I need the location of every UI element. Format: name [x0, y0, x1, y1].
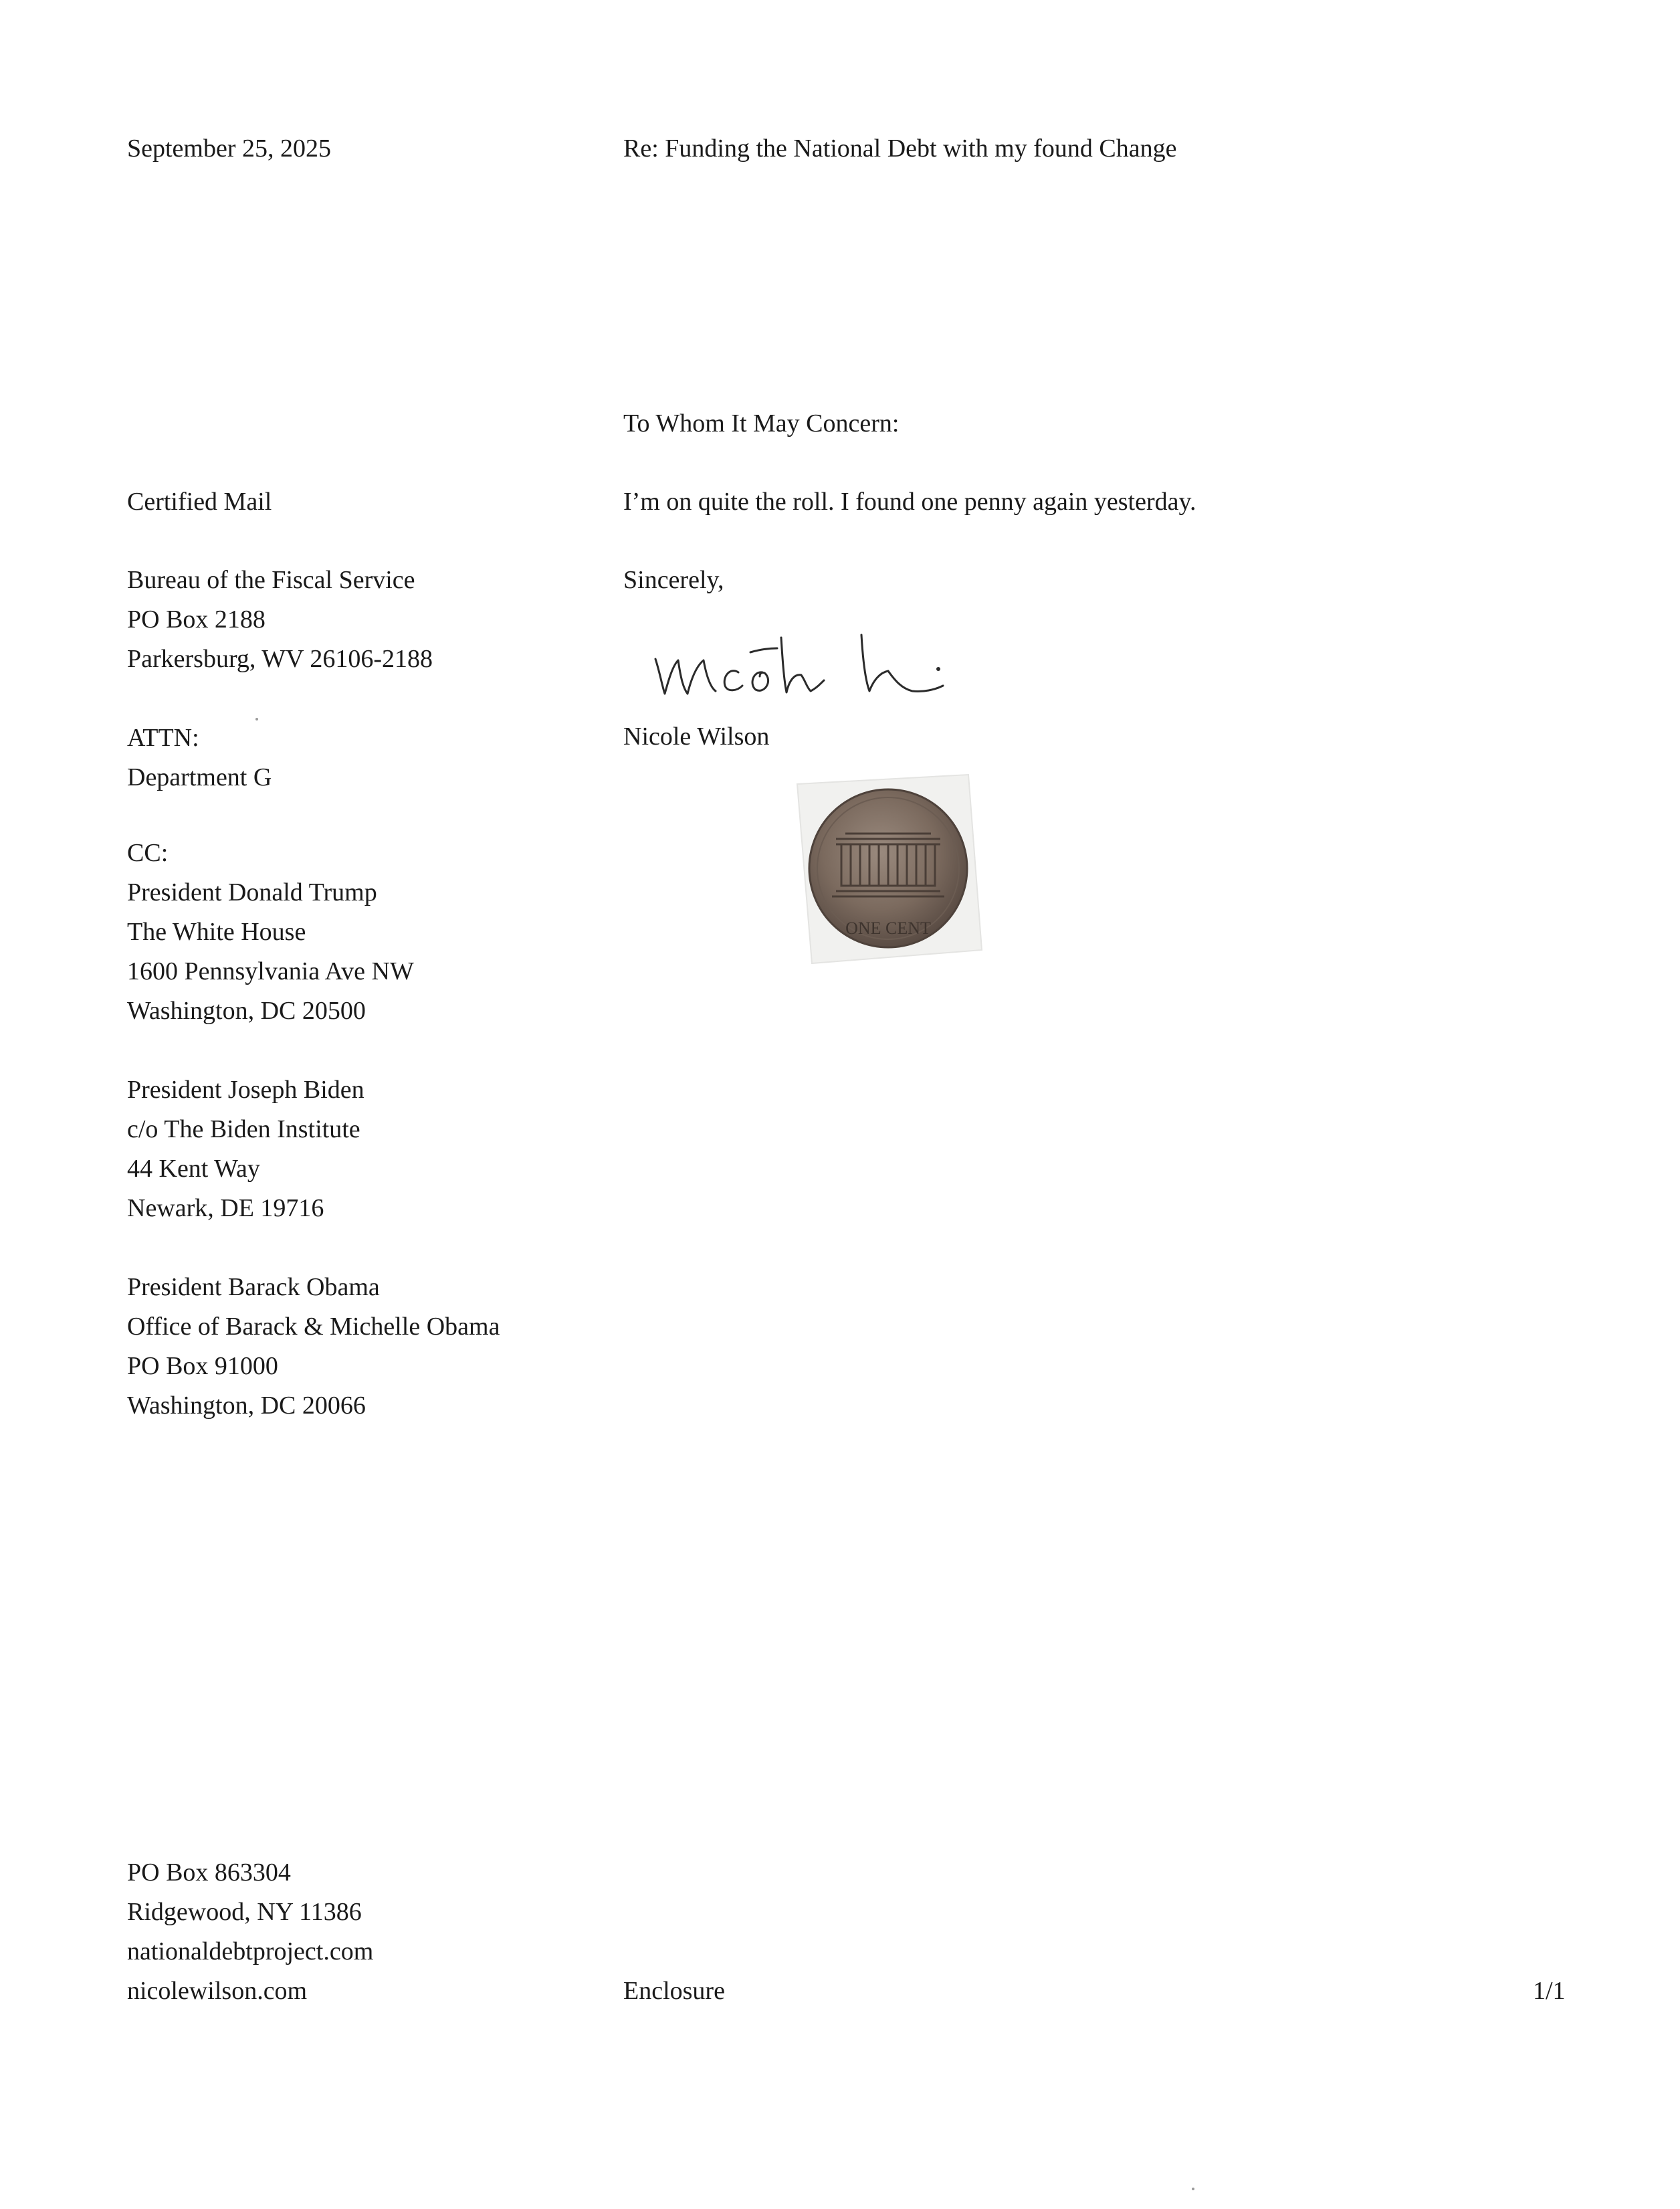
handwritten-signature [649, 619, 996, 712]
taped-penny-image [789, 769, 990, 970]
cc-address-line: 44 Kent Way [127, 1155, 260, 1183]
cc-address-line: Washington, DC 20500 [127, 997, 366, 1025]
enclosure-note: Enclosure [623, 1977, 725, 2005]
sender-line: nationaldebtproject.com [127, 1937, 374, 1965]
cc-address-line: The White House [127, 918, 306, 946]
closing: Sincerely, [623, 566, 724, 594]
cc-address-line: c/o The Biden Institute [127, 1115, 360, 1143]
cc-address-line: President Barack Obama [127, 1273, 380, 1301]
delivery-method: Certified Mail [127, 488, 272, 516]
cc-label: CC: [127, 839, 169, 867]
salutation: To Whom It May Concern: [623, 409, 900, 438]
scan-speck [255, 718, 258, 721]
cc-address-line: PO Box 91000 [127, 1352, 278, 1380]
cc-address-line: President Donald Trump [127, 878, 377, 906]
sender-line: Ridgewood, NY 11386 [127, 1898, 362, 1926]
attn-label: ATTN: [127, 724, 199, 752]
sender-address [127, 1853, 373, 2011]
cc-address-line: Office of Barack & Michelle Obama [127, 1313, 500, 1341]
coin-legend: ONE CENT [845, 919, 931, 938]
letter-subject: Re: Funding the National Debt with my found Change [623, 134, 1177, 163]
recipient-address [127, 561, 433, 797]
attn-value: Department G [127, 763, 272, 791]
recipient-line: Bureau of the Fiscal Service [127, 566, 415, 594]
signer-name: Nicole Wilson [623, 723, 770, 751]
scan-speck [1192, 2188, 1194, 2190]
cc-address-line: 1600 Pennsylvania Ave NW [127, 957, 414, 985]
letter-date: September 25, 2025 [127, 134, 332, 163]
cc-address-line: Newark, DE 19716 [127, 1194, 324, 1222]
sender-line: nicolewilson.com [127, 1977, 308, 2005]
sender-line: PO Box 863304 [127, 1858, 291, 1887]
page-number: 1/1 [1533, 1977, 1566, 2005]
cc-address-line: President Joseph Biden [127, 1076, 364, 1104]
recipient-line: PO Box 2188 [127, 605, 266, 634]
cc-address-line: Washington, DC 20066 [127, 1391, 366, 1420]
recipient-line: Parkersburg, WV 26106-2188 [127, 645, 433, 673]
letter-body: I’m on quite the roll. I found one penny again yesterday. [623, 488, 1196, 516]
cc-list [127, 834, 500, 1426]
